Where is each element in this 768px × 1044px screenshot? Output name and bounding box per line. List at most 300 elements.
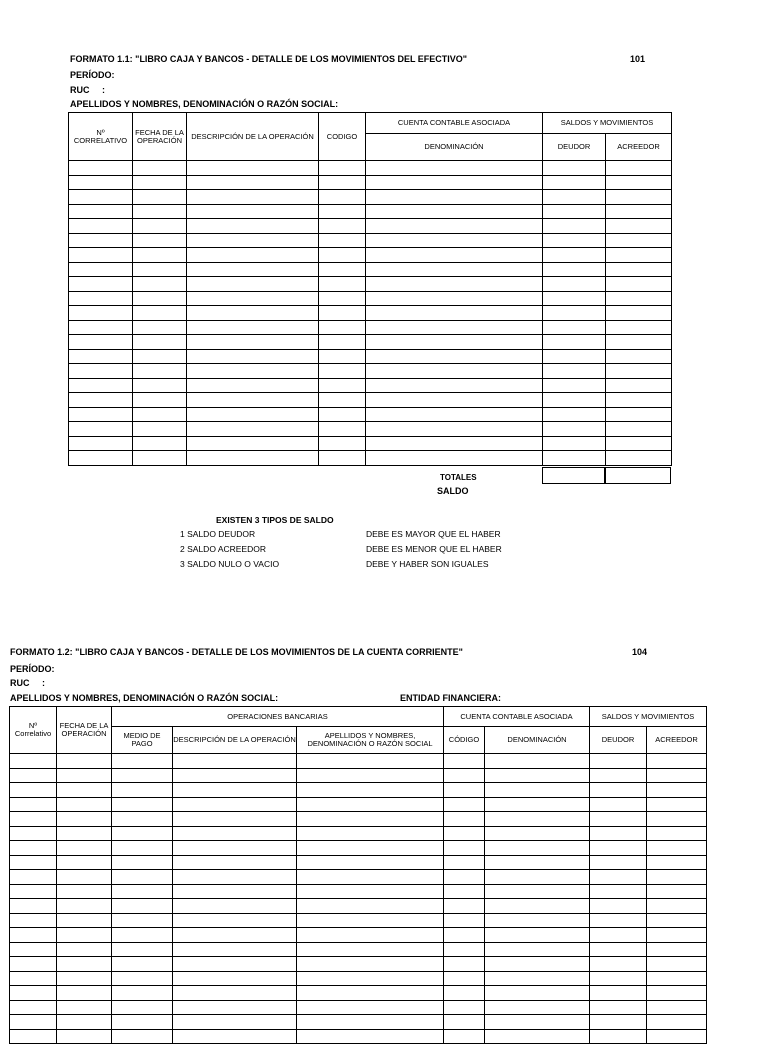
table-cell[interactable] — [444, 797, 485, 812]
table-cell[interactable] — [57, 942, 112, 957]
table-cell[interactable] — [444, 870, 485, 885]
table-cell[interactable] — [297, 928, 444, 943]
table-cell[interactable] — [606, 204, 672, 219]
table-cell[interactable] — [444, 841, 485, 856]
table-cell[interactable] — [319, 175, 366, 190]
table-cell[interactable] — [606, 335, 672, 350]
table-cell[interactable] — [69, 407, 133, 422]
table-cell[interactable] — [187, 190, 319, 205]
table-cell[interactable] — [69, 436, 133, 451]
table-cell[interactable] — [647, 768, 707, 783]
table-cell[interactable] — [485, 841, 590, 856]
table-cell[interactable] — [173, 899, 297, 914]
table-cell[interactable] — [297, 826, 444, 841]
table-cell[interactable] — [647, 826, 707, 841]
table-cell[interactable] — [366, 204, 543, 219]
table-cell[interactable] — [647, 855, 707, 870]
table-cell[interactable] — [69, 291, 133, 306]
table-cell[interactable] — [57, 957, 112, 972]
table-cell[interactable] — [485, 783, 590, 798]
table-cell[interactable] — [112, 797, 173, 812]
table-cell[interactable] — [133, 451, 187, 466]
table-cell[interactable] — [444, 754, 485, 769]
table-cell[interactable] — [112, 754, 173, 769]
table-cell[interactable] — [319, 204, 366, 219]
table-cell[interactable] — [647, 913, 707, 928]
table-cell[interactable] — [10, 1029, 57, 1044]
table-cell[interactable] — [69, 422, 133, 437]
table-cell[interactable] — [485, 754, 590, 769]
table-cell[interactable] — [647, 957, 707, 972]
table-cell[interactable] — [444, 957, 485, 972]
table-cell[interactable] — [173, 870, 297, 885]
table-cell[interactable] — [590, 870, 647, 885]
table-cell[interactable] — [319, 219, 366, 234]
table-cell[interactable] — [590, 899, 647, 914]
table-cell[interactable] — [590, 841, 647, 856]
table-cell[interactable] — [319, 378, 366, 393]
table-cell[interactable] — [112, 957, 173, 972]
table-cell[interactable] — [366, 262, 543, 277]
table-cell[interactable] — [112, 855, 173, 870]
table-cell[interactable] — [10, 812, 57, 827]
table-cell[interactable] — [112, 783, 173, 798]
table-cell[interactable] — [133, 436, 187, 451]
table-cell[interactable] — [366, 451, 543, 466]
table-cell[interactable] — [133, 378, 187, 393]
table-cell[interactable] — [133, 349, 187, 364]
table-cell[interactable] — [485, 1029, 590, 1044]
table-cell[interactable] — [10, 826, 57, 841]
table-cell[interactable] — [173, 855, 297, 870]
table-cell[interactable] — [187, 422, 319, 437]
table-cell[interactable] — [485, 986, 590, 1001]
table-cell[interactable] — [69, 190, 133, 205]
table-cell[interactable] — [590, 768, 647, 783]
table-cell[interactable] — [57, 971, 112, 986]
table-cell[interactable] — [590, 826, 647, 841]
table-cell[interactable] — [606, 320, 672, 335]
table-cell[interactable] — [647, 1000, 707, 1015]
table-cell[interactable] — [57, 855, 112, 870]
table-cell[interactable] — [543, 422, 606, 437]
table-cell[interactable] — [297, 1015, 444, 1030]
table-cell[interactable] — [69, 204, 133, 219]
table-cell[interactable] — [69, 161, 133, 176]
table-cell[interactable] — [57, 870, 112, 885]
table-cell[interactable] — [57, 884, 112, 899]
table-cell[interactable] — [647, 841, 707, 856]
table-cell[interactable] — [133, 291, 187, 306]
table-cell[interactable] — [173, 1015, 297, 1030]
table-cell[interactable] — [297, 971, 444, 986]
table-cell[interactable] — [647, 783, 707, 798]
table-cell[interactable] — [57, 841, 112, 856]
table-cell[interactable] — [112, 928, 173, 943]
table-cell[interactable] — [606, 422, 672, 437]
table-cell[interactable] — [485, 855, 590, 870]
table-cell[interactable] — [133, 219, 187, 234]
table-cell[interactable] — [485, 899, 590, 914]
table-cell[interactable] — [69, 277, 133, 292]
table-cell[interactable] — [366, 219, 543, 234]
table-cell[interactable] — [543, 204, 606, 219]
table-cell[interactable] — [297, 768, 444, 783]
table-cell[interactable] — [133, 248, 187, 263]
table-cell[interactable] — [319, 364, 366, 379]
table-cell[interactable] — [485, 971, 590, 986]
table-cell[interactable] — [133, 407, 187, 422]
table-cell[interactable] — [10, 754, 57, 769]
table-cell[interactable] — [366, 422, 543, 437]
table-cell[interactable] — [647, 986, 707, 1001]
table-cell[interactable] — [187, 407, 319, 422]
table-cell[interactable] — [543, 306, 606, 321]
table-cell[interactable] — [485, 913, 590, 928]
table-cell[interactable] — [173, 913, 297, 928]
table-cell[interactable] — [173, 826, 297, 841]
table-cell[interactable] — [69, 320, 133, 335]
table-cell[interactable] — [133, 190, 187, 205]
table-cell[interactable] — [444, 1015, 485, 1030]
table-cell[interactable] — [133, 422, 187, 437]
table-cell[interactable] — [485, 826, 590, 841]
table-cell[interactable] — [543, 393, 606, 408]
table-cell[interactable] — [366, 175, 543, 190]
table-cell[interactable] — [647, 899, 707, 914]
table-cell[interactable] — [57, 899, 112, 914]
table-cell[interactable] — [69, 349, 133, 364]
table-cell[interactable] — [69, 262, 133, 277]
table-cell[interactable] — [10, 971, 57, 986]
table-cell[interactable] — [444, 768, 485, 783]
table-cell[interactable] — [319, 349, 366, 364]
table-cell[interactable] — [606, 393, 672, 408]
table-cell[interactable] — [319, 262, 366, 277]
table-cell[interactable] — [112, 899, 173, 914]
table-cell[interactable] — [187, 364, 319, 379]
table-cell[interactable] — [133, 306, 187, 321]
table-cell[interactable] — [297, 812, 444, 827]
table-cell[interactable] — [69, 364, 133, 379]
table-cell[interactable] — [366, 349, 543, 364]
table-cell[interactable] — [187, 378, 319, 393]
table-cell[interactable] — [606, 219, 672, 234]
table-cell[interactable] — [366, 277, 543, 292]
table-cell[interactable] — [319, 277, 366, 292]
table-cell[interactable] — [606, 349, 672, 364]
table-cell[interactable] — [647, 1029, 707, 1044]
table-cell[interactable] — [187, 393, 319, 408]
table-cell[interactable] — [543, 219, 606, 234]
table-cell[interactable] — [444, 884, 485, 899]
table-cell[interactable] — [543, 175, 606, 190]
table-cell[interactable] — [366, 436, 543, 451]
table-cell[interactable] — [173, 971, 297, 986]
table-cell[interactable] — [297, 841, 444, 856]
table-cell[interactable] — [485, 884, 590, 899]
table-cell[interactable] — [112, 1029, 173, 1044]
table-cell[interactable] — [366, 335, 543, 350]
table-cell[interactable] — [319, 407, 366, 422]
table-cell[interactable] — [319, 393, 366, 408]
table-cell[interactable] — [297, 1029, 444, 1044]
table-cell[interactable] — [590, 1000, 647, 1015]
table-cell[interactable] — [606, 248, 672, 263]
table-cell[interactable] — [57, 928, 112, 943]
table-cell[interactable] — [319, 422, 366, 437]
table-cell[interactable] — [606, 233, 672, 248]
table-cell[interactable] — [444, 971, 485, 986]
table-cell[interactable] — [647, 971, 707, 986]
table-cell[interactable] — [57, 1029, 112, 1044]
table-cell[interactable] — [112, 841, 173, 856]
table-cell[interactable] — [366, 407, 543, 422]
table-cell[interactable] — [187, 436, 319, 451]
table-cell[interactable] — [187, 233, 319, 248]
table-cell[interactable] — [366, 161, 543, 176]
table-cell[interactable] — [444, 928, 485, 943]
table-cell[interactable] — [366, 291, 543, 306]
table-cell[interactable] — [112, 870, 173, 885]
table-cell[interactable] — [366, 393, 543, 408]
table-cell[interactable] — [173, 812, 297, 827]
table-cell[interactable] — [590, 783, 647, 798]
table-cell[interactable] — [112, 826, 173, 841]
table-cell[interactable] — [297, 957, 444, 972]
table-cell[interactable] — [319, 320, 366, 335]
table-cell[interactable] — [112, 971, 173, 986]
table-cell[interactable] — [366, 248, 543, 263]
table-cell[interactable] — [606, 161, 672, 176]
table-cell[interactable] — [10, 870, 57, 885]
table-cell[interactable] — [319, 161, 366, 176]
table-cell[interactable] — [133, 277, 187, 292]
table-cell[interactable] — [543, 248, 606, 263]
table-cell[interactable] — [297, 913, 444, 928]
table-cell[interactable] — [647, 870, 707, 885]
table-cell[interactable] — [319, 291, 366, 306]
table-cell[interactable] — [590, 957, 647, 972]
table-cell[interactable] — [590, 913, 647, 928]
table-cell[interactable] — [173, 884, 297, 899]
table-cell[interactable] — [590, 986, 647, 1001]
table-cell[interactable] — [444, 913, 485, 928]
table-cell[interactable] — [590, 1029, 647, 1044]
table-cell[interactable] — [319, 436, 366, 451]
table-cell[interactable] — [112, 1015, 173, 1030]
table-cell[interactable] — [590, 812, 647, 827]
table-cell[interactable] — [444, 783, 485, 798]
table-cell[interactable] — [485, 1000, 590, 1015]
table-cell[interactable] — [112, 986, 173, 1001]
table-cell[interactable] — [543, 335, 606, 350]
table-cell[interactable] — [590, 855, 647, 870]
table-cell[interactable] — [133, 364, 187, 379]
table-cell[interactable] — [319, 306, 366, 321]
table-cell[interactable] — [57, 768, 112, 783]
table-cell[interactable] — [10, 986, 57, 1001]
table-cell[interactable] — [112, 913, 173, 928]
table-cell[interactable] — [606, 262, 672, 277]
table-cell[interactable] — [647, 754, 707, 769]
table-cell[interactable] — [647, 928, 707, 943]
table-cell[interactable] — [173, 797, 297, 812]
table-cell[interactable] — [57, 826, 112, 841]
table-cell[interactable] — [444, 812, 485, 827]
table-cell[interactable] — [133, 161, 187, 176]
table-cell[interactable] — [133, 175, 187, 190]
table-cell[interactable] — [133, 262, 187, 277]
table-cell[interactable] — [173, 957, 297, 972]
table-cell[interactable] — [173, 1000, 297, 1015]
table-cell[interactable] — [112, 768, 173, 783]
table-cell[interactable] — [173, 942, 297, 957]
table-cell[interactable] — [543, 262, 606, 277]
table-cell[interactable] — [57, 783, 112, 798]
table-cell[interactable] — [57, 754, 112, 769]
table-cell[interactable] — [112, 1000, 173, 1015]
table-cell[interactable] — [606, 306, 672, 321]
table-cell[interactable] — [10, 884, 57, 899]
table-cell[interactable] — [590, 884, 647, 899]
table-cell[interactable] — [173, 1029, 297, 1044]
table-cell[interactable] — [112, 884, 173, 899]
table-cell[interactable] — [485, 942, 590, 957]
table-cell[interactable] — [647, 812, 707, 827]
table-cell[interactable] — [187, 248, 319, 263]
table-cell[interactable] — [297, 797, 444, 812]
table-cell[interactable] — [485, 957, 590, 972]
table-cell[interactable] — [10, 899, 57, 914]
table-cell[interactable] — [297, 870, 444, 885]
table-cell[interactable] — [606, 407, 672, 422]
table-cell[interactable] — [606, 175, 672, 190]
table-cell[interactable] — [69, 175, 133, 190]
table-cell[interactable] — [173, 986, 297, 1001]
table-cell[interactable] — [647, 1015, 707, 1030]
table-cell[interactable] — [590, 971, 647, 986]
table-cell[interactable] — [69, 451, 133, 466]
table-cell[interactable] — [10, 1015, 57, 1030]
table-cell[interactable] — [187, 320, 319, 335]
table-cell[interactable] — [10, 797, 57, 812]
table-cell[interactable] — [444, 855, 485, 870]
table-cell[interactable] — [297, 754, 444, 769]
table-cell[interactable] — [366, 364, 543, 379]
table-cell[interactable] — [319, 248, 366, 263]
table-cell[interactable] — [297, 986, 444, 1001]
table-cell[interactable] — [10, 913, 57, 928]
table-cell[interactable] — [485, 928, 590, 943]
table-cell[interactable] — [133, 204, 187, 219]
table-cell[interactable] — [319, 233, 366, 248]
table-cell[interactable] — [297, 899, 444, 914]
table-cell[interactable] — [187, 306, 319, 321]
table-cell[interactable] — [57, 1015, 112, 1030]
table-cell[interactable] — [543, 291, 606, 306]
table-cell[interactable] — [112, 812, 173, 827]
table-cell[interactable] — [69, 233, 133, 248]
table-cell[interactable] — [297, 942, 444, 957]
table-cell[interactable] — [173, 754, 297, 769]
table-cell[interactable] — [57, 913, 112, 928]
table-cell[interactable] — [590, 797, 647, 812]
table-cell[interactable] — [647, 884, 707, 899]
table-cell[interactable] — [319, 451, 366, 466]
table-cell[interactable] — [485, 797, 590, 812]
table-cell[interactable] — [57, 1000, 112, 1015]
table-cell[interactable] — [543, 320, 606, 335]
table-cell[interactable] — [444, 899, 485, 914]
table-cell[interactable] — [173, 768, 297, 783]
table-cell[interactable] — [543, 161, 606, 176]
table-cell[interactable] — [606, 451, 672, 466]
table-cell[interactable] — [647, 942, 707, 957]
table-cell[interactable] — [485, 870, 590, 885]
table-cell[interactable] — [187, 219, 319, 234]
table-cell[interactable] — [543, 349, 606, 364]
table-cell[interactable] — [57, 797, 112, 812]
table-cell[interactable] — [10, 928, 57, 943]
table-cell[interactable] — [485, 1015, 590, 1030]
table-cell[interactable] — [187, 204, 319, 219]
table-cell[interactable] — [173, 783, 297, 798]
table-cell[interactable] — [606, 436, 672, 451]
table-cell[interactable] — [187, 277, 319, 292]
table-cell[interactable] — [606, 364, 672, 379]
table-cell[interactable] — [187, 262, 319, 277]
table-cell[interactable] — [366, 378, 543, 393]
table-cell[interactable] — [10, 841, 57, 856]
table-cell[interactable] — [485, 768, 590, 783]
table-cell[interactable] — [543, 407, 606, 422]
table-cell[interactable] — [444, 942, 485, 957]
table-cell[interactable] — [133, 320, 187, 335]
table-cell[interactable] — [133, 233, 187, 248]
table-cell[interactable] — [10, 783, 57, 798]
table-cell[interactable] — [57, 812, 112, 827]
table-cell[interactable] — [187, 291, 319, 306]
table-cell[interactable] — [297, 783, 444, 798]
table-cell[interactable] — [69, 248, 133, 263]
table-cell[interactable] — [543, 378, 606, 393]
table-cell[interactable] — [69, 378, 133, 393]
table-cell[interactable] — [187, 175, 319, 190]
table-cell[interactable] — [10, 942, 57, 957]
table-cell[interactable] — [69, 219, 133, 234]
table-cell[interactable] — [444, 1000, 485, 1015]
table-cell[interactable] — [590, 928, 647, 943]
table-cell[interactable] — [112, 942, 173, 957]
table-cell[interactable] — [366, 190, 543, 205]
table-cell[interactable] — [69, 335, 133, 350]
table-cell[interactable] — [10, 855, 57, 870]
table-cell[interactable] — [10, 768, 57, 783]
table-cell[interactable] — [187, 451, 319, 466]
table-cell[interactable] — [319, 190, 366, 205]
table-cell[interactable] — [366, 306, 543, 321]
table-cell[interactable] — [10, 1000, 57, 1015]
table-cell[interactable] — [590, 942, 647, 957]
table-cell[interactable] — [606, 378, 672, 393]
table-cell[interactable] — [543, 364, 606, 379]
table-cell[interactable] — [543, 436, 606, 451]
table-cell[interactable] — [187, 349, 319, 364]
table-cell[interactable] — [297, 884, 444, 899]
table-cell[interactable] — [606, 277, 672, 292]
table-cell[interactable] — [543, 277, 606, 292]
